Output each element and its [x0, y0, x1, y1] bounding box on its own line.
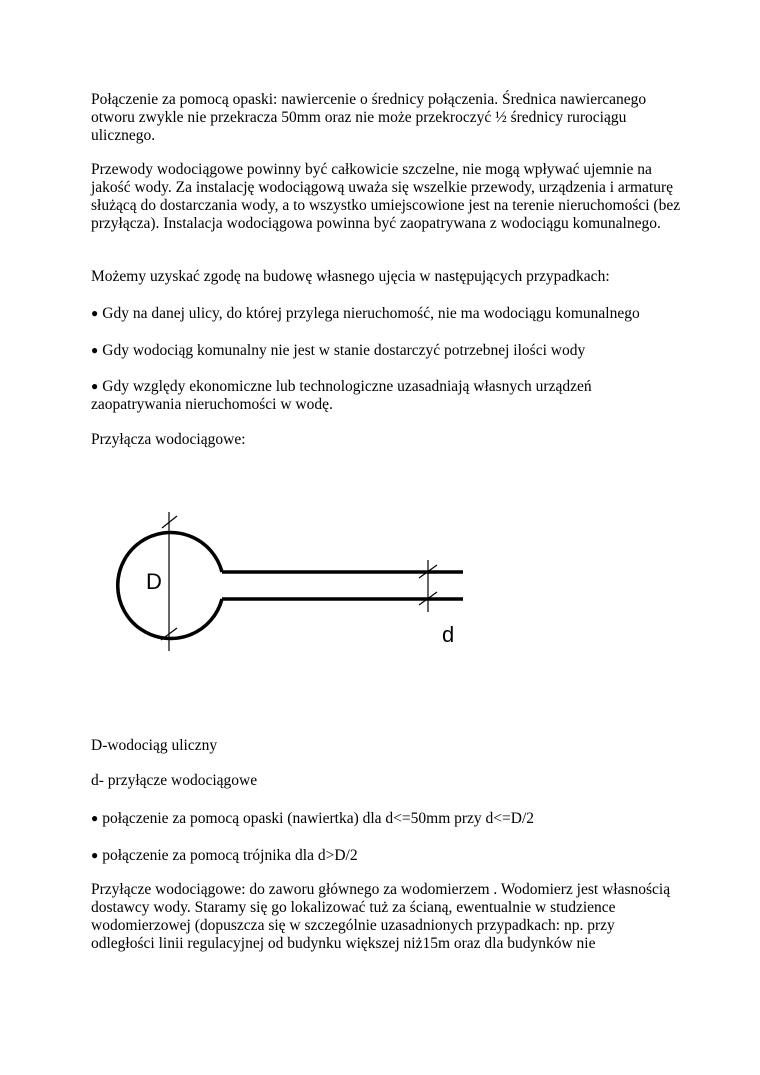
bullet-icon: ●: [91, 379, 99, 393]
heading-water-connections: Przyłącza wodociągowe:: [91, 431, 246, 448]
legend-d-service-connection: d- przyłącze wodociągowe: [91, 772, 258, 789]
bullet-icon: ●: [91, 306, 99, 320]
paragraph-own-intake-intro: Możemy uzyskać zgodę na budowę własnego ujęcia w następujących przypadkach:: [91, 268, 610, 285]
paragraph-water-installation: Przewody wodociągowe powinny być całkowicie szczelne, nie mogą wpływać ujemnie na jakość wody. Za instalację wodociągową uważa się wszelkie przewody, urządzenia i armaturę służącą do dostarczania wody, a to wszystko umiejscowione jest na terenie nieruchomości (bez przyłącza). Instalacja wodociągowa powinna być zaopatrywana z wodociągu komunalnego.: [91, 161, 681, 232]
bullet-text: połączenie za pomocą opaski (nawiertka) dla d<=50mm przy d<=D/2: [102, 810, 535, 827]
bullet-text: Gdy wodociąg komunalny nie jest w stanie dostarczyć potrzebnej ilości wody: [102, 342, 586, 359]
street-main-circle: [118, 533, 222, 639]
bullet-icon: ●: [91, 811, 99, 825]
bullet-method-1: [91, 809, 681, 828]
diagram-label-d: d: [442, 622, 455, 647]
bullet-icon: ●: [91, 848, 99, 862]
bullet-text: Gdy na danej ulicy, do której przylega nieruchomość, nie ma wodociągu komunalnego: [102, 305, 640, 322]
bullet-text: Gdy względy ekonomiczne lub technologiczne uzasadniają własnych urządzeń zaopatrywania nieruchomości w wodę.: [91, 378, 592, 413]
paragraph-saddle-connection: Połączenie za pomocą opaski: nawiercenie o średnicy połączenia. Średnica nawiercanego otworu zwykle nie przekracza 50mm oraz nie może przekroczyć ½ średnicy rurociągu ulicznego.: [91, 91, 647, 144]
bullet-method-2: [91, 846, 681, 865]
bullet-text: połączenie za pomocą trójnika dla d>D/2: [102, 847, 358, 864]
legend-D-street-main: D-wodociąg uliczny: [91, 737, 218, 754]
paragraph-service-connection-meter: Przyłącze wodociągowe: do zaworu głównego za wodomierzem . Wodomierz jest własnością dostawcy wody. Staramy się go lokalizować tuż za ścianą, ewentualnie w studzience wodomierzowej (dopuszcza się w szczególnie uzasadnionych przypadkach: np. przy odległości linii regulacyjnej od budynku większej niż15m oraz dla budynków nie: [91, 881, 671, 952]
diagram-label-D: D: [146, 569, 162, 594]
bullet-icon: ●: [91, 343, 99, 357]
